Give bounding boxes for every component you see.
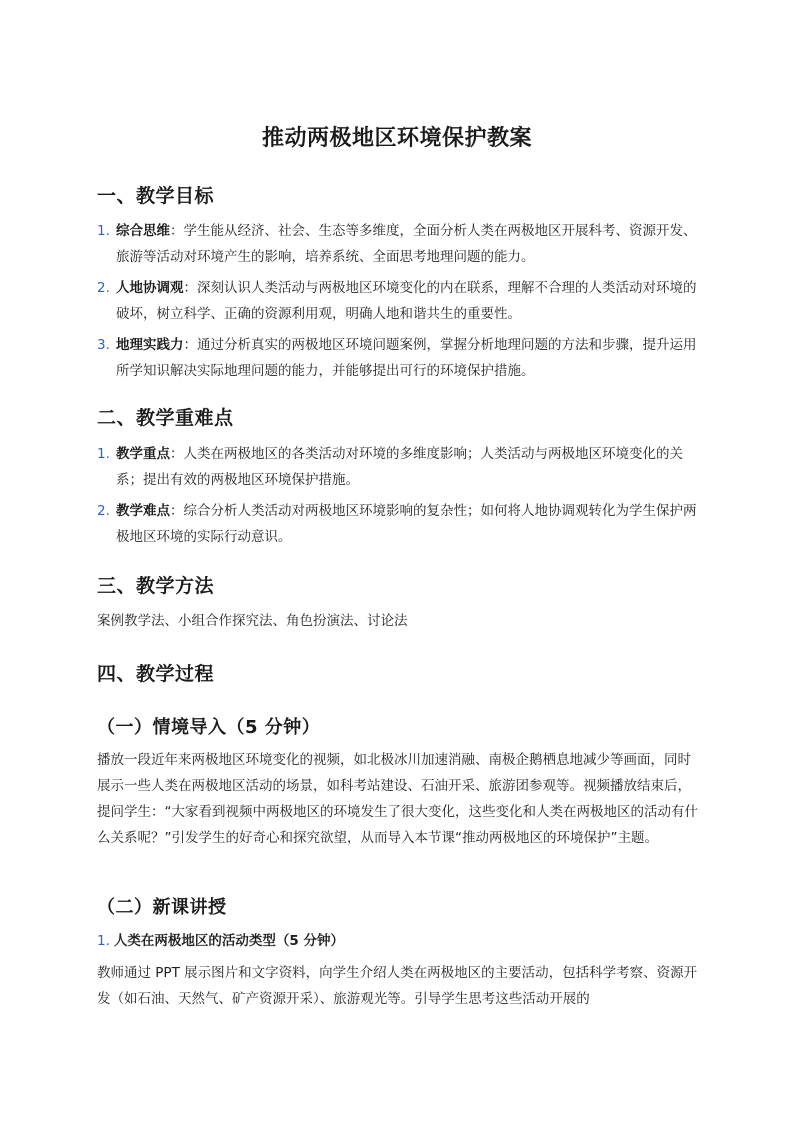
item-label: 教学重点: [116, 446, 170, 462]
list-item: [97, 498, 697, 550]
section-heading-key-points: 二、教学重难点: [97, 407, 234, 429]
list-number: 2.: [97, 280, 110, 296]
section-heading-objectives: 一、教学目标: [97, 185, 215, 207]
intro-paragraph: 播放一段近年来两极地区环境变化的视频，如北极冰川加速消融、南极企鹅栖息地减少等画面，同时展示一些人类在两极地区活动的场景，如科考站建设、石油开采、旅游团参观等。视频播放结束后，提问学生：“大家看到视频中两极地区的环境发生了很大变化，这些变化和人类在两极地区的活动有什么关系呢？”引发学生的好奇心和探究欲望，从而导入本节课“推动两极地区的环境保护”主题。: [97, 752, 698, 846]
list-item: [97, 441, 697, 493]
sub-heading-activity-types: [97, 928, 344, 954]
list-number: 2.: [97, 503, 110, 519]
item-label: 地理实践力: [116, 337, 184, 353]
subsection-heading-new-lesson: （二）新课讲授: [97, 897, 227, 918]
item-text: ：通过分析真实的两极地区环境问题案例，掌握分析地理问题的方法和步骤，提升运用所学知识解决实际地理问题的能力，并能够提出可行的环境保护措施。: [116, 337, 697, 379]
methods-text: 案例教学法、小组合作探究法、角色扮演法、讨论法: [97, 613, 408, 629]
item-label: 综合思维: [116, 223, 170, 239]
item-text: ：学生能从经济、社会、生态等多维度，全面分析人类在两极地区开展科考、资源开发、旅游等活动对环境产生的影响，培养系统、全面思考地理问题的能力。: [116, 223, 697, 265]
item-text: ：人类在两极地区的各类活动对环境的多维度影响；人类活动与两极地区环境变化的关系；提出有效的两极地区环境保护措施。: [116, 446, 683, 488]
objectives-list: [97, 218, 697, 389]
section-heading-methods: 三、教学方法: [97, 575, 215, 597]
list-number: 1.: [97, 223, 110, 239]
item-label: 人地协调观: [116, 280, 184, 296]
list-item: [97, 218, 697, 270]
item-text: ：综合分析人类活动对两极地区环境影响的复杂性；如何将人地协调观转化为学生保护两极地区环境的实际行动意识。: [116, 503, 697, 545]
section-heading-process: 四、教学过程: [97, 663, 215, 685]
subsection-heading-intro: （一）情境导入（5 分钟）: [97, 717, 321, 738]
list-item: [97, 332, 697, 384]
list-number: 1.: [97, 933, 110, 949]
document-title: 推动两极地区环境保护教案: [261, 126, 532, 151]
item-text: ：深刻认识人类活动与两极地区环境变化的内在联系，理解不合理的人类活动对环境的破坏，树立科学、正确的资源利用观，明确人地和谐共生的重要性。: [116, 280, 697, 322]
list-number: 3.: [97, 337, 110, 353]
item-label: 教学难点: [116, 503, 170, 519]
list-item: [97, 275, 697, 327]
key-points-list: [97, 441, 697, 555]
list-number: 1.: [97, 446, 110, 462]
sub-heading-label: 人类在两极地区的活动类型（5 分钟）: [113, 933, 344, 949]
activity-types-paragraph: 教师通过 PPT 展示图片和文字资料，向学生介绍人类在两极地区的主要活动，包括科学考察、资源开发（如石油、天然气、矿产资源开采）、旅游观光等。引导学生思考这些活动开展的: [97, 965, 698, 1007]
